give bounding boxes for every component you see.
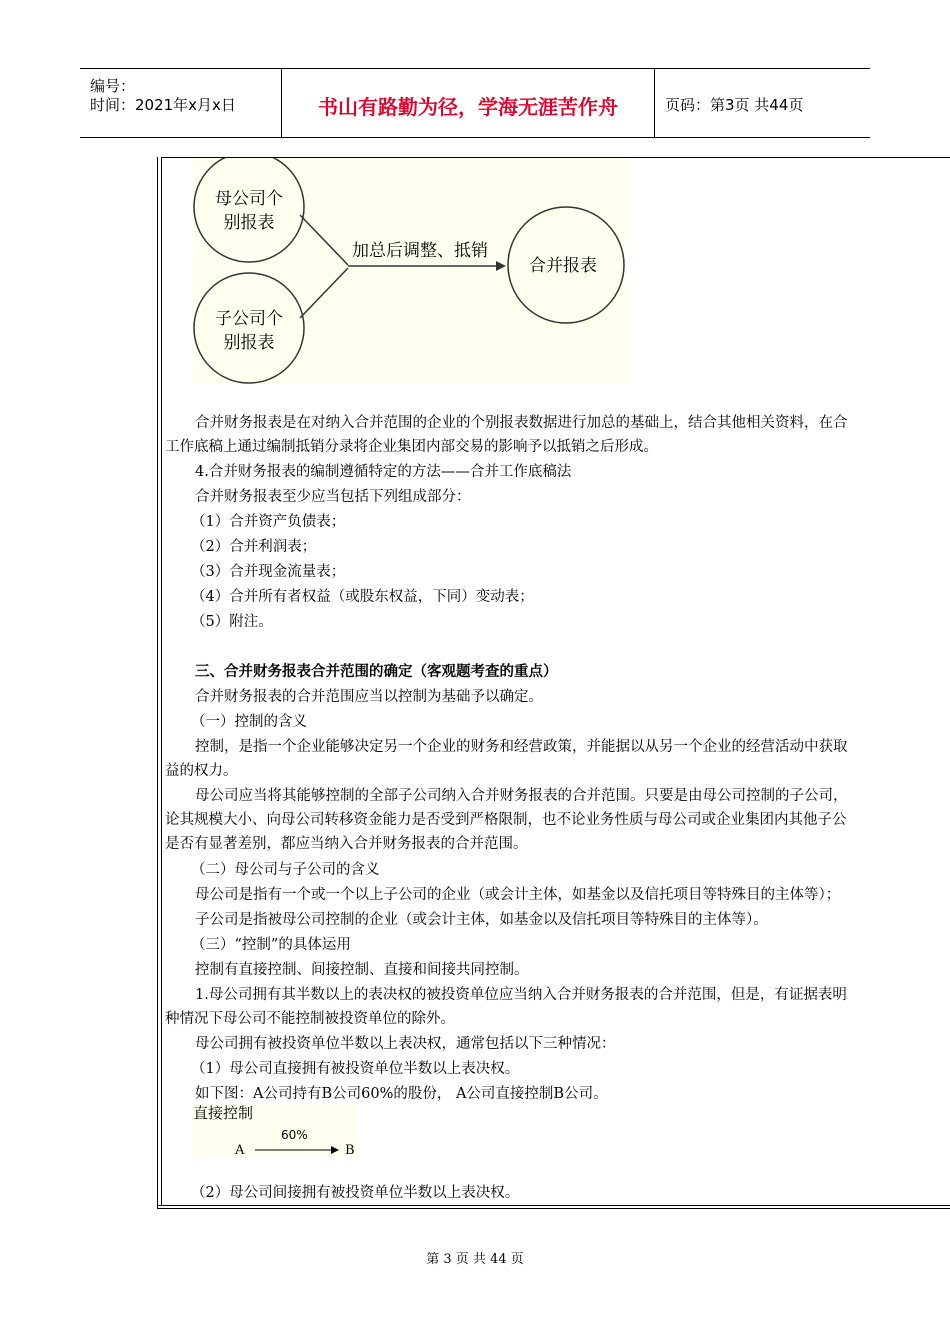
list-item-5: （5）附注。 — [191, 614, 273, 630]
header-right-cell — [655, 69, 870, 137]
paragraph-5a: 控制，是指一个企业能够决定另一个企业的财务和经营政策，并能据以从另一个企业的经营活动中获取 — [195, 739, 848, 755]
header-mid-cell — [282, 69, 655, 137]
paragraph-10b: 种情况下母公司不能控制被投资单位的除外。 — [165, 1011, 455, 1027]
list-item-2: （2）合并利润表； — [191, 539, 317, 555]
list-item-1: （1）合并资产负债表； — [191, 514, 346, 530]
connector-lower — [300, 268, 348, 318]
paragraph-2: 4.合并财务报表的编制遵循特定的方法——合并工作底稿法 — [195, 464, 572, 480]
paragraph-6b: 论其规模大小、向母公司转移资金能力是否受到严格限制，也不论业务性质与母公司或企业集团内其他子公 — [165, 812, 847, 828]
frame-left-line-outer — [157, 157, 158, 1209]
child-statement-label-line1: 子公司个 — [215, 309, 283, 329]
page-header — [80, 68, 870, 138]
share-percent-label: 60% — [281, 1128, 308, 1142]
control-arrow-head-icon — [331, 1146, 339, 1154]
paragraph-11: 母公司拥有被投资单位半数以上表决权，通常包括以下三种情况： — [195, 1036, 616, 1052]
page-code: 页码：第3页 共44页 — [665, 96, 804, 114]
page-footer: 第 3 页 共 44 页 — [426, 1252, 524, 1267]
paragraph-1b: 工作底稿上通过编制抵销分录将企业集团内部交易的影响予以抵销之后形成。 — [165, 439, 658, 455]
parent-statement-node — [194, 158, 304, 262]
frame-bottom-line-outer — [157, 1208, 950, 1209]
child-statement-label-line2: 别报表 — [223, 333, 275, 353]
paragraph-13: 如下图：A公司持有B公司60%的股份， A公司直接控制B公司。 — [195, 1086, 608, 1102]
frame-left-line-inner — [161, 157, 162, 1205]
subheading-1: （一）控制的含义 — [191, 714, 307, 730]
frame-bottom-line-inner — [157, 1205, 950, 1206]
direct-control-title: 直接控制 — [193, 1104, 254, 1122]
paragraph-1a: 合并财务报表是在对纳入合并范围的企业的个别报表数据进行加总的基础上，结合其他相关资料，在合 — [195, 415, 848, 431]
arrow-label: 加总后调整、抵销 — [352, 241, 488, 261]
paragraph-7: 母公司是指有一个或一个以上子公司的企业（或会计主体，如基金以及信托项目等特殊目的主体等）； — [195, 887, 841, 903]
subheading-3: （三）“控制”的具体运用 — [191, 937, 351, 953]
subheading-2: （二）母公司与子公司的含义 — [191, 862, 380, 878]
consolidated-statement-label: 合并报表 — [529, 256, 597, 276]
paragraph-8: 子公司是指被母公司控制的企业（或会计主体，如基金以及信托项目等特殊目的主体等）。 — [195, 912, 768, 928]
motto: 书山有路勤为径，学海无涯苦作舟 — [318, 95, 618, 119]
section-heading-3: 三、合并财务报表合并范围的确定（客观题考查的重点） — [195, 663, 558, 680]
paragraph-5b: 益的权力。 — [165, 763, 238, 779]
list-item-3: （3）合并现金流量表； — [191, 564, 346, 580]
list-item-4: （4）合并所有者权益（或股东权益，下同）变动表； — [191, 589, 534, 605]
parent-statement-label-line2: 别报表 — [223, 213, 275, 233]
parent-statement-label-line1: 母公司个 — [215, 189, 283, 209]
connector-upper — [300, 215, 348, 265]
paragraph-9: 控制有直接控制、间接控制、直接和间接共同控制。 — [195, 962, 529, 978]
paragraph-6c: 是否有显著差别，都应当纳入合并财务报表的合并范围。 — [165, 836, 528, 852]
header-left-cell — [80, 69, 282, 137]
child-statement-node — [194, 273, 304, 383]
paragraph-14: （2）母公司间接拥有被投资单位半数以上表决权。 — [191, 1185, 520, 1201]
paragraph-10a: 1.母公司拥有其半数以上的表决权的被投资单位应当纳入合并财务报表的合并范围，但是，有证据表明 — [195, 987, 847, 1003]
paragraph-6a: 母公司应当将其能够控制的全部子公司纳入合并财务报表的合并范围。只要是由母公司控制的子公司， — [195, 788, 848, 804]
paragraph-12: （1）母公司直接拥有被投资单位半数以上表决权。 — [191, 1061, 520, 1077]
arrow-head-icon — [496, 261, 506, 271]
paragraph-3: 合并财务报表至少应当包括下列组成部分： — [195, 489, 471, 505]
time-label: 时间：2021年x月x日 — [90, 96, 236, 114]
consolidation-diagram — [193, 158, 626, 384]
paragraph-4: 合并财务报表的合并范围应当以控制为基础予以确定。 — [195, 689, 543, 705]
direct-control-diagram — [193, 1104, 355, 1157]
company-b-label: B — [345, 1143, 355, 1157]
number-label: 编号： — [90, 77, 136, 95]
consolidated-statement-node — [508, 207, 624, 323]
company-a-label: A — [235, 1143, 245, 1157]
